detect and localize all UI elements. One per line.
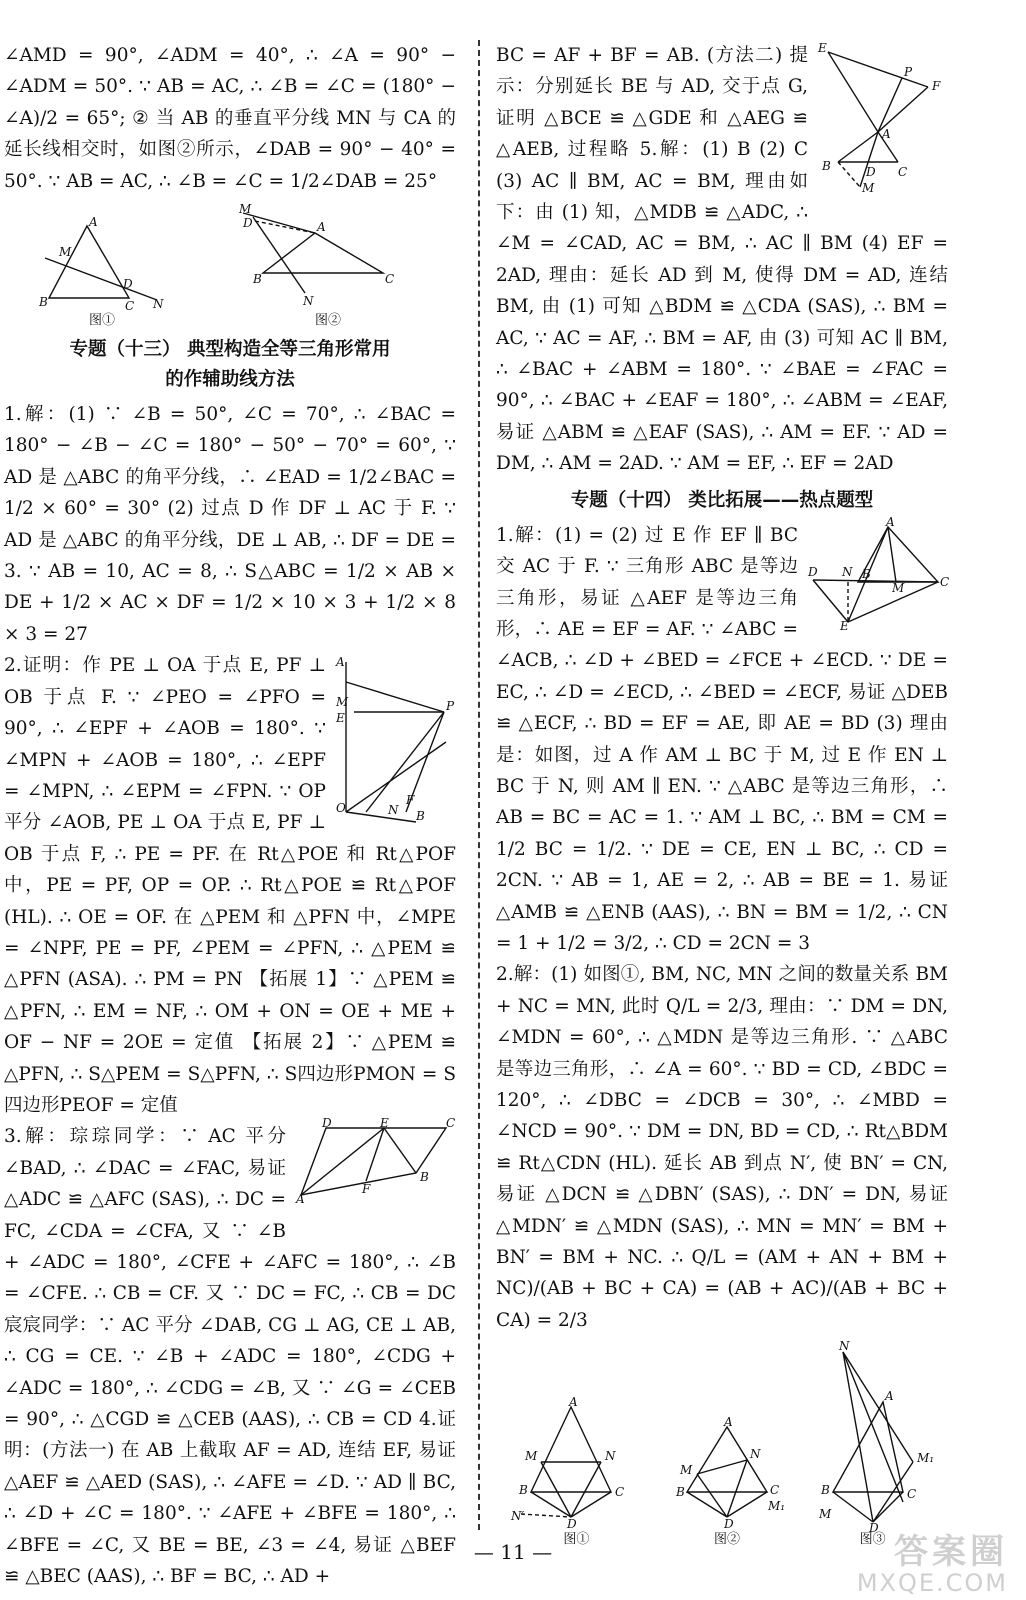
svg-text:E: E (380, 1116, 389, 1131)
figure-1-left (37, 215, 167, 329)
svg-text:D: D (723, 1517, 734, 1532)
figure-right-1-caption: 图① (563, 1532, 590, 1548)
left-figure-row (4, 203, 456, 329)
svg-text:N: N (842, 564, 853, 579)
svg-text:A: A (317, 220, 326, 235)
figure-right-3-caption: 图③ (859, 1532, 886, 1548)
section-13-heading-line2: 的作辅助线方法 (165, 369, 295, 391)
svg-text:A: A (882, 127, 891, 141)
svg-text:F: F (362, 1182, 371, 1197)
svg-text:C: C (615, 1485, 625, 1500)
left-paragraph-1: ∠AMD = 90°, ∠ADM = 40°, ∴ ∠A = 90° − ∠ADM = 50°. ∵ AB = AC, ∴ ∠B = ∠C = (180° − ∠A)/2 = 65°; ② 当 AB 的垂直平分线 MN 与 CA 的延长线相交时，如图②所示，∠DAB = 90° − 40° = 50°. ∵ AB = AC, ∴ ∠B = ∠C = 1/2∠DAB = 25° (4, 45, 456, 192)
figure-right-3 (813, 1339, 934, 1548)
svg-text:C: C (769, 1483, 780, 1498)
svg-text:N: N (605, 1449, 616, 1464)
svg-text:M: M (525, 1449, 538, 1464)
left-paragraph-4: 3.解：琮琮同学：∵ AC 平分 ∠BAD, ∴ ∠DAC = ∠FAC, 易证 △ADC ≌ △AFC (SAS), ∴ DC = FC, ∠CDA = ∠CFA, 又 ∵ ∠B + ∠ADC = 180°, ∠CFE + ∠AFC = 180°, ∴ ∠B = ∠CFE. ∴ CB = CF. 又 ∵ DC = FC, ∴ CB = DC 宸宸同学：∵ AC 平分 ∠DAB, CG ⊥ AG, CE ⊥ AB, ∴ CG = CE. ∵ ∠B + ∠ADC = 180°, ∠CDG + ∠ADC = 180°, ∴ ∠CDG = ∠B, 又 ∵ ∠G = ∠CEB = 90°, ∴ △CGD ≌ △CEB (AAS), ∴ CB = CD 4.证明：(方法一) 在 AB 上截取 AF = AD, 连结 EF, 易证 △AEF ≌ △AED (SAS), ∴ ∠AFE = ∠D. ∵ AD ∥ BC, ∴ ∠D + ∠C = 180°. ∵ ∠AFE + ∠BFE = 180°, ∴ ∠BFE = ∠C, 又 BE = BE, ∠3 = ∠4, 易证 △BEF ≌ △BEC (AAS), ∴ BF = BC, ∴ AD + (4, 1126, 456, 1588)
svg-text:A: A (296, 1192, 305, 1207)
svg-text:D: D (868, 1521, 879, 1536)
svg-text:B: B (420, 1170, 429, 1185)
figure-right-2 (672, 1415, 786, 1548)
svg-text:F: F (406, 793, 415, 808)
figure-right-1 (511, 1395, 641, 1548)
figure-right-top (818, 42, 948, 202)
left-paragraph-2: 1.解：(1) ∵ ∠B = 50°, ∠C = 70°, ∴ ∠BAC = 180° − ∠B − ∠C = 180° − 50° − 70° = 60°, ∵ AD 是 △ABC 的角平分线，∴ ∠EAD = 1/2∠BAC = 1/2 × 60° = 30° (2) 过点 D 作 DF ⊥ AC 于 F. ∵ AD 是 △ABC 的角平分线，DE ⊥ AB, ∴ DF = DE = 3. ∵ AB = 10, AC = 8, ∴ S△ABC = 1/2 × AB × DE + 1/2 × AC × DF = 1/2 × 10 × 3 + 1/2 × 8 × 3 = 27 (4, 404, 456, 645)
svg-text:C: C (898, 165, 908, 179)
left-column (4, 40, 456, 1592)
svg-text:A: A (89, 215, 98, 230)
svg-text:B: B (822, 159, 831, 173)
figure-quadrilateral (296, 1116, 456, 1213)
svg-text:M: M (679, 1463, 693, 1478)
figure-1-caption: 图① (88, 313, 115, 329)
svg-text:D: D (808, 564, 818, 579)
svg-text:D: D (866, 165, 876, 179)
svg-text:B: B (39, 295, 48, 310)
section-13-heading-line1: 专题（十三） 典型构造全等三角形常用 (69, 339, 391, 361)
svg-text:N: N (303, 294, 314, 309)
svg-text:E: E (818, 41, 827, 55)
figure-angle-pmon (336, 652, 456, 832)
svg-text:F: F (932, 79, 941, 93)
svg-text:A: A (569, 1395, 578, 1410)
svg-text:M₁: M₁ (767, 1499, 786, 1514)
column-divider (478, 40, 480, 1530)
right-paragraph-1: BC = AF + BF = AB. (方法二) 提示：分别延长 BE 与 AD, 交于点 G, 证明 △BCE ≌ △GDE 和 △AEG ≌ △AEB, 过程略 5.解：(1) B (2) C (3) AC ∥ BM, AC = BM, 理由如下：由 (1) 知，△MDB ≌ △ADC, ∴ ∠M = ∠CAD, AC = BM, ∴ AC ∥ BM (4) EF = 2AD, 理由：延长 AD 到 M, 使得 DM = AD, 连结 BM, 由 (1) 可知 △BDM ≌ △CDA (SAS), ∴ BM = AC, ∵ AC = AF, ∴ BM = AF, 由 (3) 可知 AC ∥ BM, ∴ ∠BAC + ∠ABM = 180°. ∵ ∠BAE = ∠FAC = 90°, ∴ ∠BAC + ∠EAF = 180°, ∴ ∠ABM = ∠EAF, 易证 △ABM ≌ △EAF (SAS), ∴ AM = EF. ∵ AD = DM, ∴ AM = 2AD. ∵ AM = EF, ∴ EF = 2AD (496, 45, 948, 475)
svg-text:A: A (884, 1389, 894, 1404)
svg-text:A: A (886, 514, 895, 529)
svg-text:C: C (446, 1116, 456, 1131)
section-13-heading (4, 335, 456, 395)
svg-text:M: M (892, 580, 905, 595)
left-paragraph-3: 2.证明：作 PE ⊥ OA 于点 E, PF ⊥ OB 于点 F. ∵ ∠PEO = ∠PFO = 90°, ∴ ∠EPF + ∠AOB = 180°. ∵ ∠MPN + ∠AOB = 180°, ∴ ∠EPF = ∠MPN, ∴ ∠EPM = ∠FPN. ∵ OP 平分 ∠AOB, PE ⊥ OA 于点 E, PF ⊥ OB 于点 F, ∴ PE = PF. 在 Rt△POE 和 Rt△POF 中，PE = PF, OP = OP. ∴ Rt△POE ≌ Rt△POF (HL). ∴ OE = OF. 在 △PEM 和 △PFN 中，∠MPE = ∠NPF, PE = PF, ∠PEM = ∠PFN, ∴ △PEM ≌ △PFN (ASA). ∴ PM = PN 【拓展 1】∵ △PEM ≌ △PFN, ∴ EM = NF, ∴ OM + ON = OE + ME + OF − NF = 2OE = 定值 【拓展 2】∵ △PEM ≌ △PFN, ∴ S△PEM = S△PFN, ∴ S四边形PMON = S四边形PEOF = 定值 (4, 655, 456, 1116)
svg-text:N: N (388, 803, 399, 818)
svg-text:B: B (862, 566, 871, 581)
svg-text:B: B (519, 1483, 529, 1498)
svg-text:P: P (904, 65, 913, 79)
right-figure-row (496, 1339, 948, 1548)
svg-text:M: M (336, 695, 349, 710)
watermark-top: 答案圈 (894, 1532, 1008, 1572)
svg-text:M: M (59, 245, 72, 260)
svg-text:A: A (723, 1415, 733, 1430)
svg-text:B: B (675, 1485, 685, 1500)
svg-text:A: A (336, 655, 345, 670)
svg-text:N′: N′ (511, 1509, 525, 1524)
figure-2-caption: 图② (314, 313, 341, 329)
svg-text:N: N (749, 1447, 761, 1462)
svg-text:C: C (385, 272, 395, 287)
svg-text:M: M (818, 1507, 831, 1522)
svg-text:D: D (123, 277, 133, 292)
svg-text:M: M (862, 181, 875, 195)
svg-text:M: M (239, 202, 252, 217)
svg-text:O: O (336, 801, 346, 816)
watermark-logo (808, 1534, 1008, 1596)
section-14-heading: 专题（十四） 类比拓展——热点题型 (570, 489, 874, 511)
svg-text:C: C (906, 1487, 916, 1502)
svg-text:B: B (820, 1483, 830, 1498)
right-paragraph-2: 1.解：(1) = (2) 过 E 作 EF ∥ BC 交 AC 于 F. ∵ 三角形 ABC 是等边三角形，易证 △AEF 是等边三角形，∴ AE = EF = AF. ∵ ∠ABC = ∠ACB, ∴ ∠D + ∠BED = ∠FCE + ∠ECD. ∵ DE = EC, ∴ ∠D = ∠ECD, ∴ ∠BED = ∠ECF, 易证 △DEB ≌ △ECF, ∴ BD = EF = AE, 即 AE = BD (3) 理由是：如图，过 A 作 AM ⊥ BC 于 M, 过 E 作 EN ⊥ BC 于 N, 则 AM ∥ EN. ∵ △ABC 是等边三角形，∴ AB = BC = AC = 1. ∵ AM ⊥ BC, ∴ BM = CM = 1/2 BC = 1/2. ∵ DE = CE, EN ⊥ BC, ∴ CD = 2CN. ∵ AB = 1, AE = 2, ∴ AB = BE = 1. 易证 △AMB ≌ △ENB (AAS), ∴ BN = BM = 1/2, ∴ CN = 1 + 1/2 = 3/2, ∴ CD = 2CN = 3 (496, 524, 948, 954)
svg-text:C: C (940, 574, 950, 589)
svg-text:D: D (567, 1517, 577, 1532)
svg-text:E: E (336, 711, 345, 726)
svg-text:D: D (243, 216, 253, 231)
right-paragraph-3: 2.解：(1) 如图①, BM, NC, MN 之间的数量关系 BM + NC = MN, 此时 Q/L = 2/3, 理由：∵ DM = DN, ∠MDN = 60°, ∴ △MDN 是等边三角形. ∵ △ABC 是等边三角形，∴ ∠A = 60°. ∵ BD = CD, ∠BDC = 120°, ∴ ∠DBC = ∠DCB = 30°, ∴ ∠MBD = ∠NCD = 90°. ∵ DM = DN, BD = CD, ∴ Rt△BDM ≌ Rt△CDN (HL). 延长 AB 到点 N′, 使 BN′ = CN, 易证 △DCN ≌ △DBN′ (SAS), ∴ DN′ = DN, 易证 △MDN′ ≌ △MDN (SAS), ∴ MN = MN′ = BM + BN′ = BM + NC. ∴ Q/L = (AM + AN + BM + NC)/(AB + BC + CA) = (AB + AC)/(AB + BC + CA) = 2/3 (496, 964, 948, 1331)
svg-text:M₁: M₁ (916, 1451, 934, 1466)
svg-text:B: B (253, 272, 262, 287)
svg-text:C: C (125, 299, 135, 314)
figure-2-left (233, 203, 423, 329)
page-number: — 11 — (473, 1540, 553, 1564)
watermark-bottom: MXQE.COM (856, 1569, 1008, 1597)
svg-text:N: N (838, 1339, 850, 1354)
svg-text:P: P (446, 699, 455, 714)
right-column (496, 40, 948, 1554)
svg-text:D: D (322, 1116, 332, 1131)
figure-equilateral (808, 514, 950, 642)
figure-right-2-caption: 图② (713, 1532, 740, 1548)
svg-text:N: N (153, 297, 164, 312)
svg-text:B: B (416, 809, 425, 824)
svg-text:E: E (840, 618, 849, 633)
